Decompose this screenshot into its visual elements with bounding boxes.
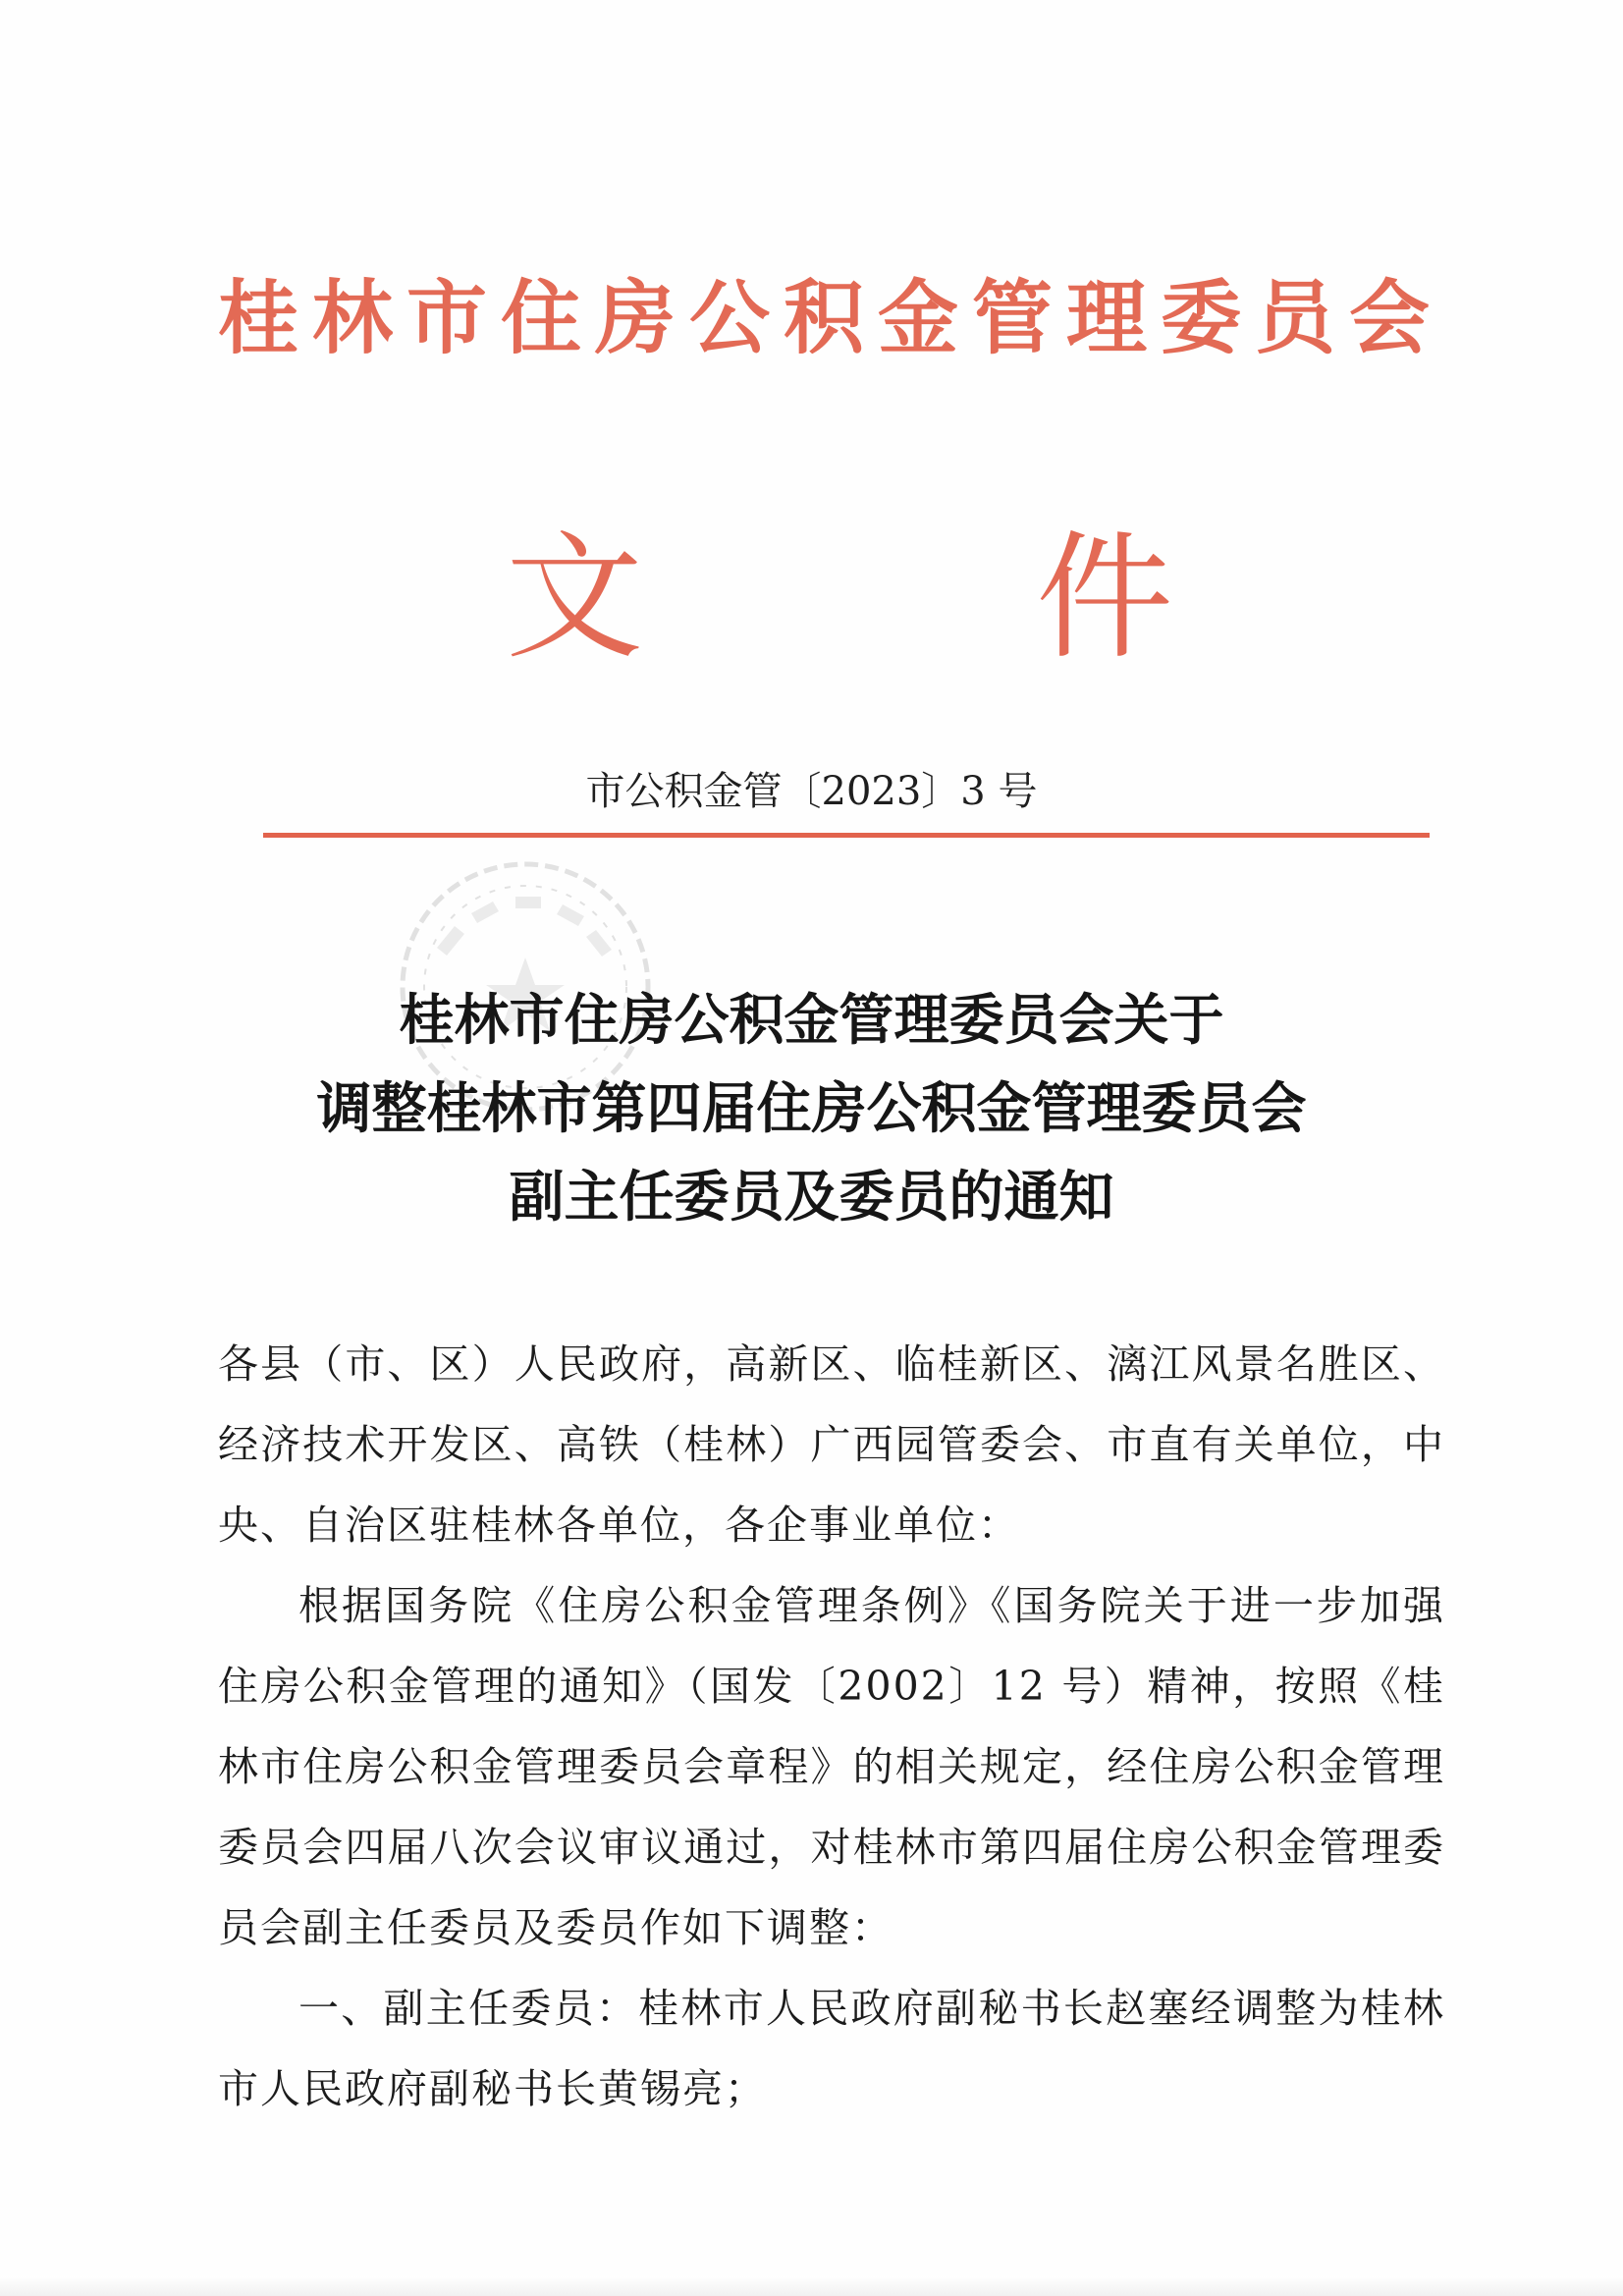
red-divider-line (263, 833, 1430, 838)
issuing-organization-header: 桂林市住房公积金管理委员会 (218, 272, 1444, 365)
basis-paragraph: 根据国务院《住房公积金管理条例》《国务院关于进一步加强住房公积金管理的通知》（国发〔2002〕12 号）精神，按照《桂林市住房公积金管理委员会章程》的相关规定，经住房公积金管理委员会四届八次会议审议通过，对桂林市第四届住房公积金管理委员会副主任委员及委员作如下调整： (218, 1582, 1445, 1951)
scan-bottom-edge (0, 2276, 1623, 2296)
notice-title-line-1: 桂林市住房公积金管理委员会关于 (399, 989, 1224, 1053)
notice-title (0, 977, 1623, 1242)
notice-title-line-3: 副主任委员及委员的通知 (509, 1166, 1114, 1230)
recipients-paragraph: 各县（市、区）人民政府，高新区、临桂新区、漓江风景名胜区、经济技术开发区、高铁（桂林）广西园管委会、市直有关单位，中央、自治区驻桂林各单位，各企事业单位： (218, 1340, 1445, 1549)
document-header-char-wen: 文 (506, 519, 644, 679)
notice-title-line-2: 调整桂林市第四届住房公积金管理委员会 (316, 1077, 1307, 1141)
document-header-char-jian: 件 (1036, 519, 1174, 679)
notice-body (218, 1324, 1445, 2129)
vice-chair-adjustment-paragraph: 一、副主任委员：桂林市人民政府副秘书长赵塞经调整为桂林市人民政府副秘书长黄锡亮； (218, 1985, 1445, 2112)
document-number: 市公积金管〔2023〕3 号 (585, 769, 1038, 814)
